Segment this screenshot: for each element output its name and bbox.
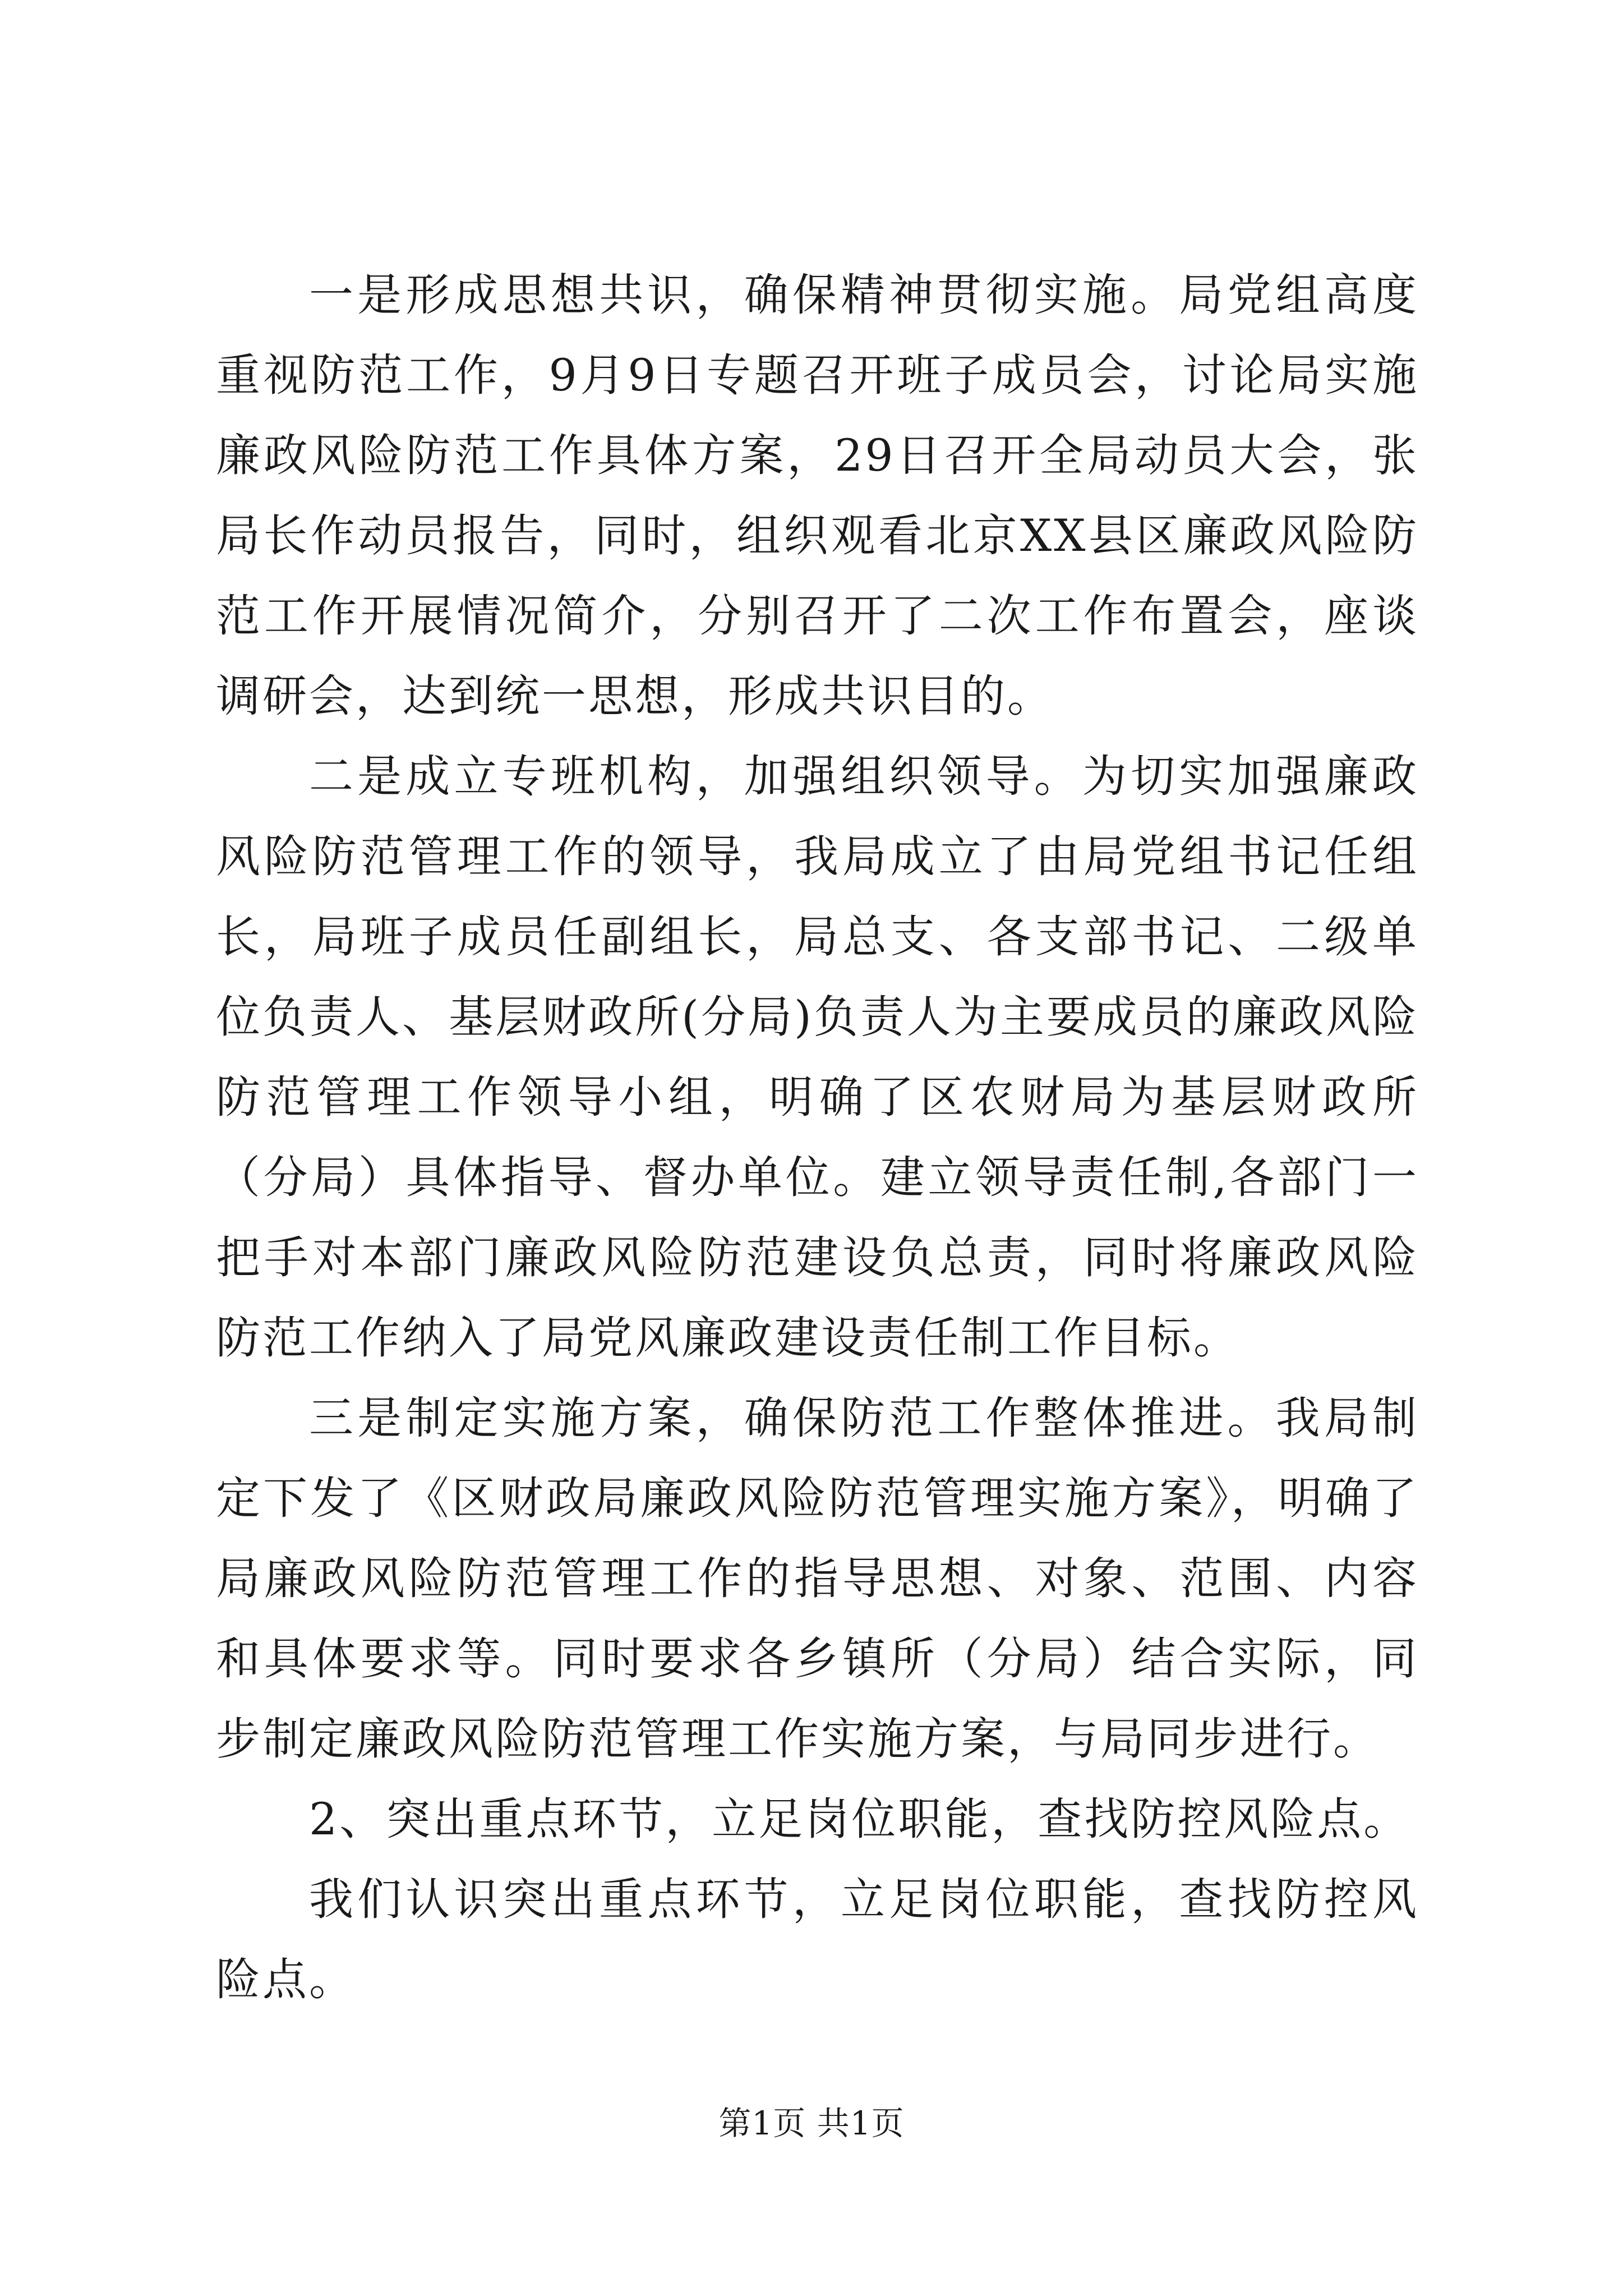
- document-body: [216, 255, 1419, 2020]
- page-footer: 第1页 共1页: [718, 2104, 905, 2142]
- section-heading-2: 2、突出重点环节，立足岗位职能，查找防控风险点。: [309, 1793, 1410, 1845]
- paragraph-risk-points: 我们认识突出重点环节，立足岗位职能，查找防控风险点。: [216, 1874, 1419, 2005]
- paragraph-consensus: 一是形成思想共识，确保精神贯彻实施。局党组高度重视防范工作，9月9日专题召开班子成员会，讨论局实施廉政风险防范工作具体方案，29日召开全局动员大会，张局长作动员报告，同时，组织观看北京XX县区廉政风险防范工作开展情况简介，分别召开了二次工作布置会，座谈调研会，达到统一思想，形成共识目的。: [216, 269, 1419, 722]
- paragraph-organization: 二是成立专班机构，加强组织领导。为切实加强廉政风险防范管理工作的领导，我局成立了由局党组书记任组长，局班子成员任副组长，局总支、各支部书记、二级单位负责人、基层财政所(分局)负责人为主要成员的廉政风险防范管理工作领导小组，明确了区农财局为基层财政所（分局）具体指导、督办单位。建立领导责任制,各部门一把手对本部门廉政风险防范建设负总责，同时将廉政风险防范工作纳入了局党风廉政建设责任制工作目标。: [216, 751, 1419, 1364]
- paragraph-plan: 三是制定实施方案，确保防范工作整体推进。我局制定下发了《区财政局廉政风险防范管理实施方案》，明确了局廉政风险防范管理工作的指导思想、对象、范围、内容和具体要求等。同时要求各乡镇所（分局）结合实际，同步制定廉政风险防范管理工作实施方案，与局同步进行。: [216, 1392, 1419, 1765]
